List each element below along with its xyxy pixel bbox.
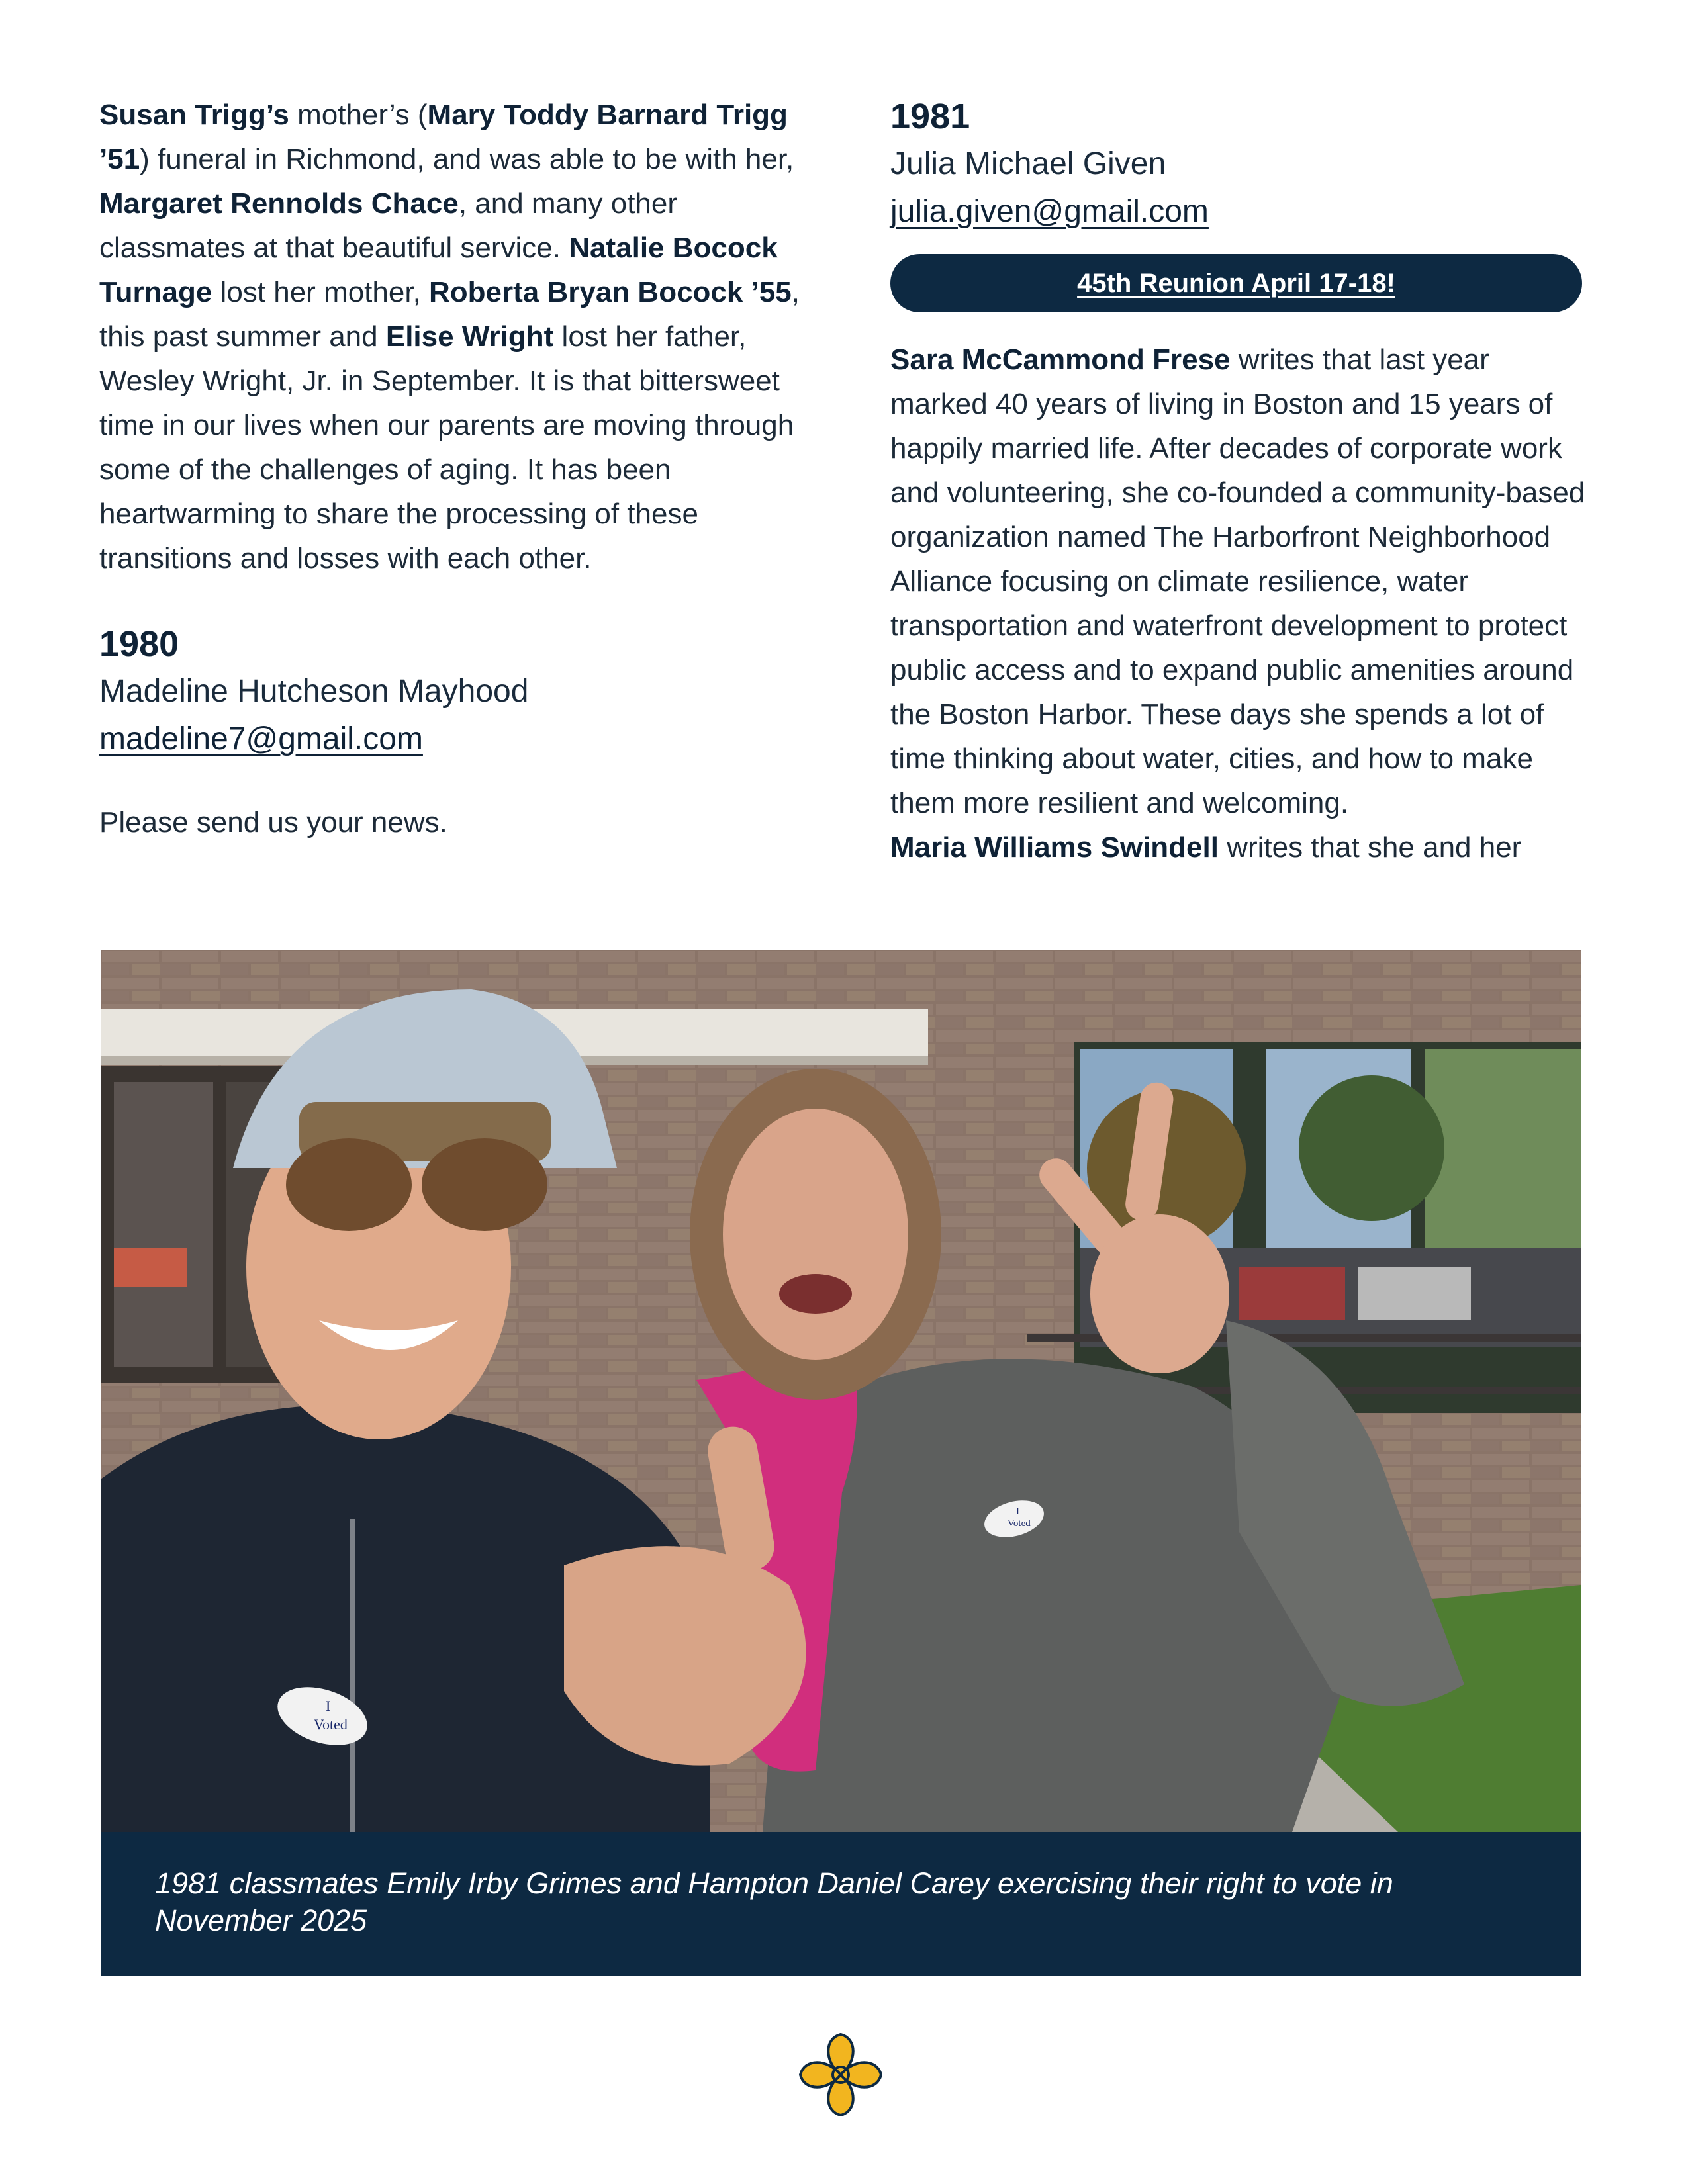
person-name: Susan Trigg’s xyxy=(99,99,289,131)
class-year-heading: 1981 xyxy=(890,97,970,136)
left-column xyxy=(99,93,814,844)
person-name: Mary Toddy Barnard Trigg ’51 xyxy=(99,99,788,175)
person-name: Sara McCammond Frese xyxy=(890,343,1231,376)
reunion-link-button[interactable]: 45th Reunion April 17-18! xyxy=(890,254,1582,312)
person-name: Natalie Bocock Turnage xyxy=(99,232,778,308)
body-text: writes that she and her xyxy=(1218,831,1522,864)
body-text: lost her mother, xyxy=(212,276,430,308)
classmates-photo xyxy=(101,950,1581,1832)
person-name: Maria Williams Swindell xyxy=(890,831,1219,864)
body-text: ) funeral in Richmond, and was able to be with her, xyxy=(140,143,794,175)
class-correspondent-email-link[interactable]: madeline7@gmail.com xyxy=(99,721,423,756)
body-text: mother’s ( xyxy=(289,99,428,131)
sticker-text: Voted xyxy=(1008,1518,1031,1529)
class-correspondent-email-link[interactable]: julia.given@gmail.com xyxy=(890,194,1209,229)
body-text: , and many other classmates at that beautiful service. xyxy=(99,187,678,264)
class-1980-section xyxy=(99,620,814,844)
news-request-note: Please send us your news. xyxy=(99,806,447,839)
class-correspondent-name: Julia Michael Given xyxy=(890,146,1166,181)
right-column xyxy=(890,93,1592,870)
body-text: lost her father, Wesley Wright, Jr. in September. It is that bittersweet time in our lives when our parents are moving through some of the challenges of aging. It has been heartwarming to share the processing of these transitions and losses with each other. xyxy=(99,320,794,574)
quatrefoil-emblem-icon xyxy=(798,2032,884,2118)
class-notes-paragraph xyxy=(99,93,814,580)
class-correspondent-name: Madeline Hutcheson Mayhood xyxy=(99,674,529,709)
person-name: Roberta Bryan Bocock ’55 xyxy=(429,276,792,308)
photo-caption: 1981 classmates Emily Irby Grimes and Hampton Daniel Carey exercising their right to vote in November 2025 xyxy=(101,1832,1581,1976)
body-text: , this past summer and xyxy=(99,276,800,353)
class-year-heading: 1980 xyxy=(99,624,179,664)
sticker-text: I xyxy=(326,1698,331,1714)
sticker-text: I xyxy=(1016,1506,1019,1517)
person-name: Margaret Rennolds Chace xyxy=(99,187,459,220)
class-notes-paragraph xyxy=(890,338,1592,870)
person-name: Elise Wright xyxy=(385,320,554,353)
body-text: writes that last year marked 40 years of living in Boston and 15 years of happily married life. After decades of corporate work and volunteering, she co-founded a community-based organization named The Harborfront Neighborhood Alliance focusing on climate resilience, water transportation and waterfront development to protect public access and to expand public amenities around the Boston Harbor. These days she spends a lot of time thinking about water, cities, and how to make them more resilient and welcoming. xyxy=(890,343,1585,819)
photo-illustration xyxy=(101,950,1581,1832)
class-1981-section xyxy=(890,93,1592,312)
sticker-text: Voted xyxy=(314,1716,348,1733)
